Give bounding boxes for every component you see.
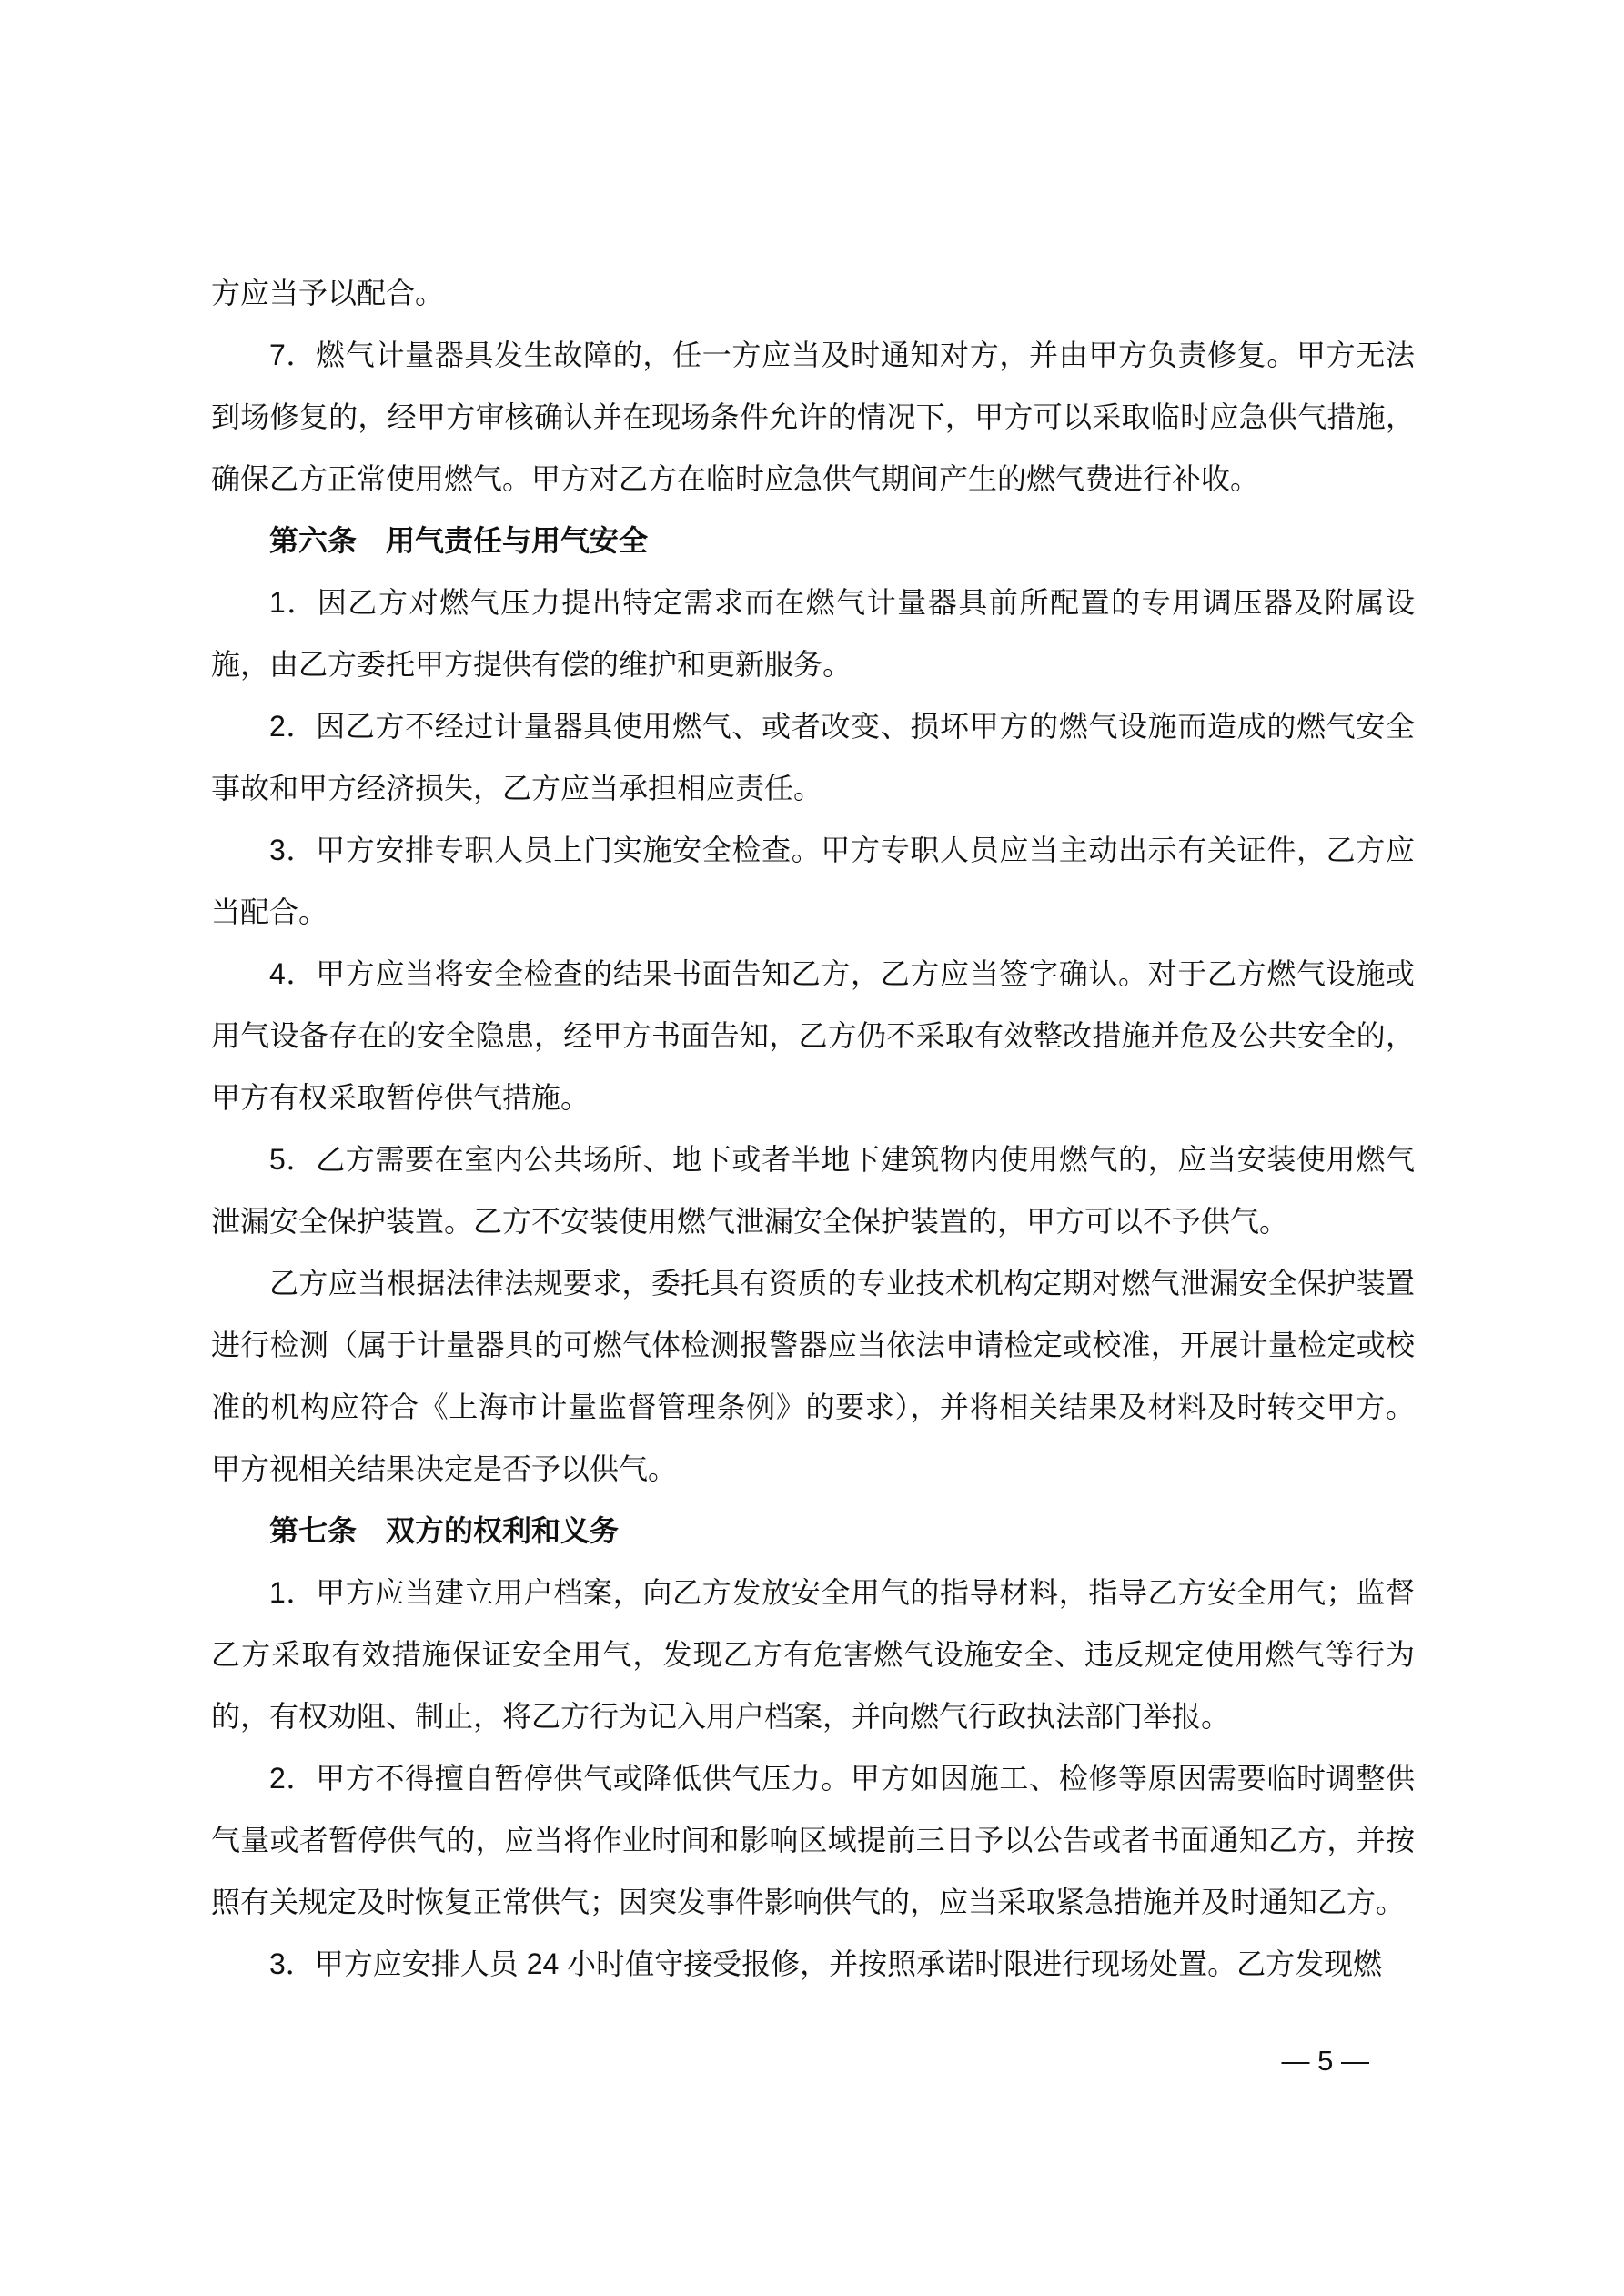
paragraph: 方应当予以配合。 [211, 277, 445, 309]
paragraph: 3．甲方安排专职人员上门实施安全检查。甲方专职人员应当主动出示有关证件，乙方应当配合。 [211, 834, 1415, 928]
paragraph: 4．甲方应当将安全检查的结果书面告知乙方，乙方应当签字确认。对于乙方燃气设施或用气设备存在的安全隐患，经甲方书面告知，乙方仍不采取有效整改措施并危及公共安全的，甲方有权采取暂停供气措施。 [211, 957, 1415, 1114]
paragraph: 7．燃气计量器具发生故障的，任一方应当及时通知对方，并由甲方负责修复。甲方无法到场修复的，经甲方审核确认并在现场条件允许的情况下，甲方可以采取临时应急供气措施，确保乙方正常使用燃气。甲方对乙方在临时应急供气期间产生的燃气费进行补收。 [211, 339, 1415, 495]
paragraph: 2．因乙方不经过计量器具使用燃气、或者改变、损坏甲方的燃气设施而造成的燃气安全事故和甲方经济损失，乙方应当承担相应责任。 [211, 710, 1415, 804]
section-heading: 第六条 用气责任与用气安全 [269, 524, 649, 557]
paragraph: 1．因乙方对燃气压力提出特定需求而在燃气计量器具前所配置的专用调压器及附属设施，由乙方委托甲方提供有偿的维护和更新服务。 [211, 586, 1415, 681]
paragraph: 乙方应当根据法律法规要求，委托具有资质的专业技术机构定期对燃气泄漏安全保护装置进行检测（属于计量器具的可燃气体检测报警器应当依法申请检定或校准，开展计量检定或校准的机构应符合《上海市计量监督管理条例》的要求），并将相关结果及材料及时转交甲方。甲方视相关结果决定是否予以供气。 [211, 1267, 1415, 1485]
section-heading: 第七条 双方的权利和义务 [269, 1514, 620, 1547]
document-body [211, 262, 1415, 1995]
paragraph: 5．乙方需要在室内公共场所、地下或者半地下建筑物内使用燃气的，应当安装使用燃气泄漏安全保护装置。乙方不安装使用燃气泄漏安全保护装置的，甲方可以不予供气。 [211, 1143, 1415, 1238]
paragraph: 1．甲方应当建立用户档案，向乙方发放安全用气的指导材料，指导乙方安全用气；监督乙方采取有效措施保证安全用气，发现乙方有危害燃气设施安全、违反规定使用燃气等行为的，有权劝阻、制止，将乙方行为记入用户档案，并向燃气行政执法部门举报。 [211, 1576, 1415, 1733]
paragraph: 2．甲方不得擅自暂停供气或降低供气压力。甲方如因施工、检修等原因需要临时调整供气量或者暂停供气的，应当将作业时间和影响区域提前三日予以公告或者书面通知乙方，并按照有关规定及时恢复正常供气；因突发事件影响供气的，应当采取紧急措施并及时通知乙方。 [211, 1762, 1415, 1918]
paragraph: 3．甲方应安排人员 24 小时值守接受报修，并按照承诺时限进行现场处置。乙方发现燃 [269, 1947, 1383, 1980]
page-number: — 5 — [1281, 2045, 1369, 2077]
